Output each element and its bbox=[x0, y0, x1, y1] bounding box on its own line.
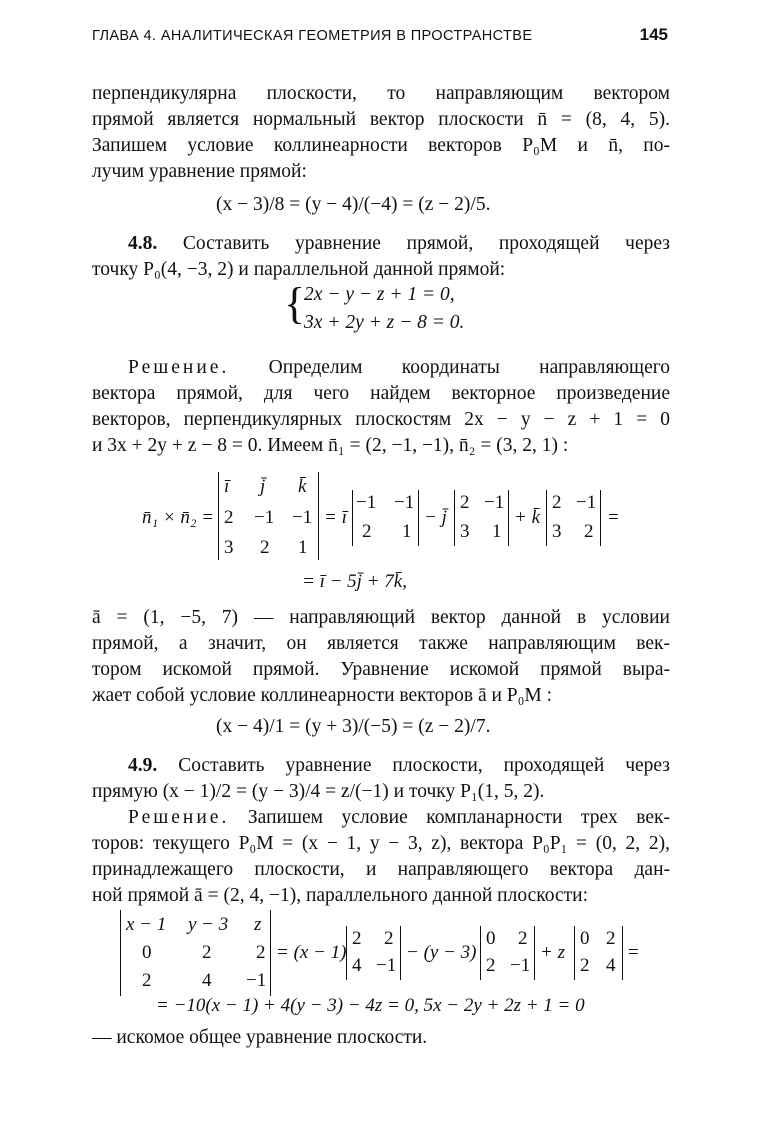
det-cell: 1 bbox=[298, 537, 308, 558]
minor-cell: 2 bbox=[518, 928, 528, 949]
text-line: точку P₀(4, −3, 2) и параллельной данной прямой: bbox=[92, 259, 506, 280]
expansion-term: + k̄ bbox=[514, 507, 541, 528]
system-brace: { bbox=[284, 279, 306, 328]
equals-sign: = bbox=[628, 942, 639, 963]
det-cell: 4 bbox=[202, 970, 212, 991]
det-cell: k̄ bbox=[298, 476, 307, 497]
minor-cell: 1 bbox=[402, 521, 412, 542]
det-cell: j̄ bbox=[260, 476, 266, 497]
minor-cell: 2 bbox=[384, 928, 394, 949]
text-line: — искомое общее уравнение плоскости. bbox=[92, 1027, 428, 1048]
det-cell: −1 bbox=[292, 507, 313, 528]
minor-cell: −1 bbox=[394, 492, 415, 513]
text-line: Запишем условие коллинеарности векторов P₀M и n̄, по- bbox=[92, 135, 670, 156]
text-line: ной прямой ā = (2, 4, −1), параллельного данной плоскости: bbox=[92, 885, 588, 906]
equals-sign: = bbox=[608, 507, 619, 528]
minor-cell: 4 bbox=[352, 955, 362, 976]
system-equation-2: 3x + 2y + z − 8 = 0. bbox=[304, 312, 465, 333]
det-cell: 2 bbox=[260, 537, 270, 558]
minor-bar bbox=[418, 490, 419, 546]
text-line: ā = (1, −5, 7) — направляющий вектор данной в условии bbox=[92, 607, 670, 628]
minor-cell: 0 bbox=[486, 928, 496, 949]
minor-cell: 2 bbox=[362, 521, 372, 542]
minor-cell: 2 bbox=[584, 521, 594, 542]
determinant-bar bbox=[218, 472, 219, 560]
det-cell: 2 bbox=[224, 507, 234, 528]
minor-bar bbox=[600, 490, 601, 546]
det-cell: −1 bbox=[254, 507, 275, 528]
running-header: ГЛАВА 4. АНАЛИТИЧЕСКАЯ ГЕОМЕТРИЯ В ПРОСТРАНСТВЕ bbox=[92, 28, 533, 44]
page-number: 145 bbox=[639, 25, 668, 44]
cross-product-result: = ī − 5j̄ + 7k̄, bbox=[302, 571, 407, 592]
det-cell: −1 bbox=[246, 970, 267, 991]
line-equation: (x − 3)/8 = (y − 4)/(−4) = (z − 2)/5. bbox=[216, 194, 491, 215]
det-cell: 2 bbox=[202, 942, 212, 963]
text-line: прямой, а значит, он является также направляющим век- bbox=[92, 633, 670, 654]
line-equation: (x − 4)/1 = (y + 3)/(−5) = (z − 2)/7. bbox=[216, 716, 491, 737]
text-line: прямой является нормальный вектор плоскости n̄ = (8, 4, 5). bbox=[92, 109, 670, 130]
text-line: прямую (x − 1)/2 = (y − 3)/4 = z/(−1) и точку P₁(1, 5, 2). bbox=[92, 781, 545, 802]
expansion-term: = (x − 1) bbox=[276, 942, 347, 963]
minor-cell: −1 bbox=[576, 492, 597, 513]
system-equation-1: 2x − y − z + 1 = 0, bbox=[304, 284, 455, 305]
solution-line: Решение. Определим координаты направляющего bbox=[128, 357, 670, 378]
minor-cell: 2 bbox=[352, 928, 362, 949]
problem-number: 4.9. bbox=[128, 755, 158, 776]
minor-cell: 1 bbox=[492, 521, 502, 542]
solution-label: Решение. bbox=[128, 357, 230, 378]
text-line: тором искомой прямой. Уравнение искомой прямой выра- bbox=[92, 659, 670, 680]
minor-cell: 0 bbox=[580, 928, 590, 949]
minor-bar bbox=[574, 926, 575, 980]
problem-statement: 4.8. Составить уравнение прямой, проходящей через bbox=[128, 233, 670, 254]
minor-cell: 2 bbox=[552, 492, 562, 513]
minor-bar bbox=[480, 926, 481, 980]
text-line: лучим уравнение прямой: bbox=[92, 161, 307, 182]
minor-bar bbox=[622, 926, 623, 980]
text-line: векторов, перпендикулярных плоскостям 2x − y − z + 1 = 0 bbox=[92, 409, 670, 430]
expansion-term: = ī bbox=[324, 507, 347, 528]
det-cell: 3 bbox=[224, 537, 234, 558]
plane-equation-result: = −10(x − 1) + 4(y − 3) − 4z = 0, 5x − 2y + 2z + 1 = 0 bbox=[156, 995, 585, 1016]
text-line: принадлежащего плоскости, и направляющего вектора дан- bbox=[92, 859, 670, 880]
minor-cell: 2 bbox=[486, 955, 496, 976]
determinant-bar bbox=[120, 910, 121, 996]
solution-line: Решение. Запишем условие компланарности трех век- bbox=[128, 807, 670, 828]
text-line: вектора прямой, для чего найдем векторное произведение bbox=[92, 383, 670, 404]
minor-bar bbox=[400, 926, 401, 980]
minor-cell: −1 bbox=[484, 492, 505, 513]
minor-cell: 2 bbox=[606, 928, 616, 949]
det-cell: z bbox=[254, 914, 262, 935]
expansion-term: − (y − 3) bbox=[406, 942, 477, 963]
minor-cell: 3 bbox=[552, 521, 562, 542]
expansion-term: − j̄ bbox=[424, 507, 447, 528]
minor-bar bbox=[352, 490, 353, 546]
minor-bar bbox=[508, 490, 509, 546]
problem-number: 4.8. bbox=[128, 233, 158, 254]
solution-label: Решение. bbox=[128, 807, 230, 828]
minor-cell: 4 bbox=[606, 955, 616, 976]
expansion-term: + z bbox=[540, 942, 565, 963]
minor-cell: −1 bbox=[510, 955, 531, 976]
problem-statement: 4.9. Составить уравнение плоскости, проходящей через bbox=[128, 755, 670, 776]
text-line: перпендикулярна плоскости, то направляющим вектором bbox=[92, 83, 670, 104]
minor-cell: −1 bbox=[356, 492, 377, 513]
minor-cell: 2 bbox=[580, 955, 590, 976]
minor-bar bbox=[546, 490, 547, 546]
minor-bar bbox=[454, 490, 455, 546]
determinant-bar bbox=[270, 910, 271, 996]
text-line: и 3x + 2y + z − 8 = 0. Имеем n̄₁ = (2, −1, −1), n̄₂ = (3, 2, 1) : bbox=[92, 435, 569, 456]
minor-cell: 2 bbox=[460, 492, 470, 513]
text-line: жает собой условие коллинеарности векторов ā и P₀M : bbox=[92, 685, 553, 706]
det-cell: 0 bbox=[142, 942, 152, 963]
det-cell: 2 bbox=[142, 970, 152, 991]
minor-cell: 3 bbox=[460, 521, 470, 542]
minor-bar bbox=[346, 926, 347, 980]
minor-cell: −1 bbox=[376, 955, 397, 976]
det-cell: x − 1 bbox=[126, 914, 167, 935]
minor-bar bbox=[534, 926, 535, 980]
cross-product-lhs: n̄₁ × n̄₂ = bbox=[142, 507, 215, 528]
det-cell: 2 bbox=[256, 942, 266, 963]
determinant-bar bbox=[318, 472, 319, 560]
text-line: торов: текущего P₀M = (x − 1, y − 3, z), вектора P₀P₁ = (0, 2, 2), bbox=[92, 833, 670, 854]
det-cell: y − 3 bbox=[188, 914, 229, 935]
det-cell: ī bbox=[224, 476, 230, 497]
